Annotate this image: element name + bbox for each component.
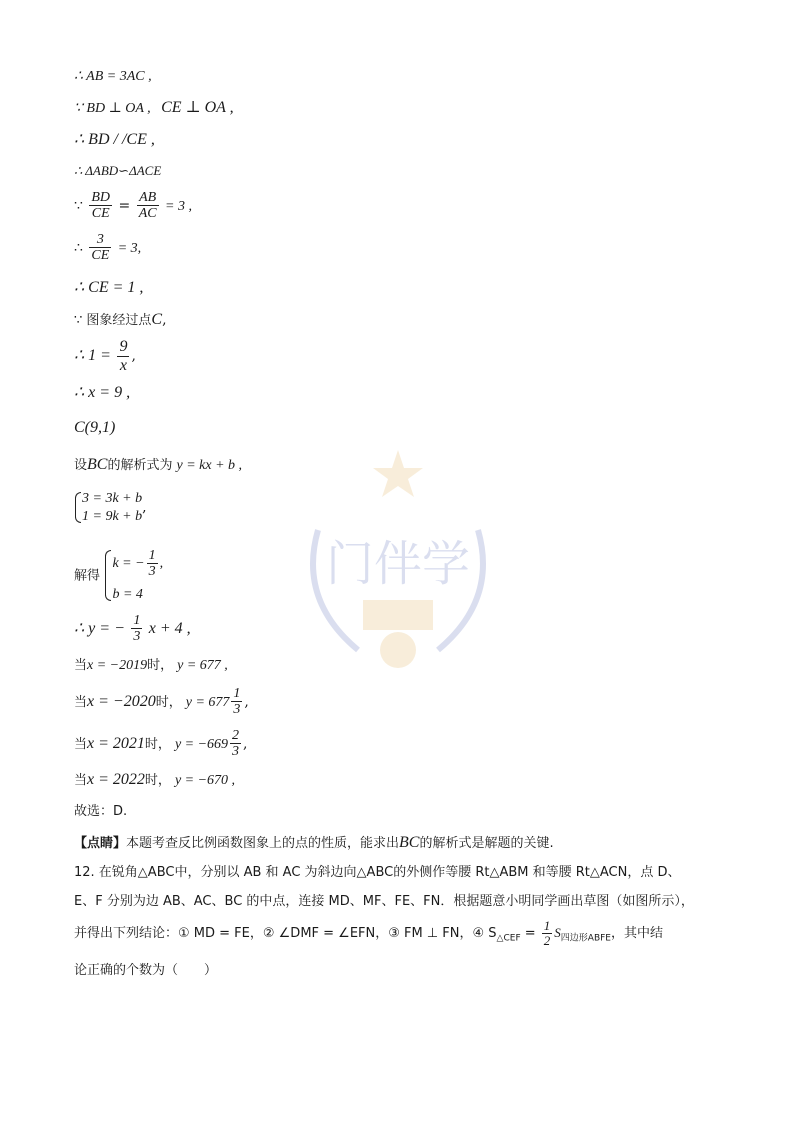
y-value: y = 677 ,	[177, 658, 228, 673]
line-x-2022	[74, 772, 235, 788]
line-ratio: ∵ $\frac{BD}{CE}$ = $\frac{AB}{AC}$ = 3 ,	[74, 190, 192, 222]
system-row-2: 1 = 9k + b	[82, 508, 143, 524]
because-symbol: ∵	[74, 197, 83, 214]
numerator: 1	[543, 917, 551, 933]
comma: ,	[142, 499, 147, 516]
text-time: 时，	[155, 694, 182, 710]
question-line-1: 12. 在锐角△ABC中，分别以 AB 和 AC 为斜边向△ABC的外侧作等腰 Rt△ABM 和等腰 Rt△ACN，点 D、	[74, 865, 681, 880]
x-value: x = −2019	[87, 658, 148, 673]
denominator: CE	[91, 206, 110, 222]
question-line-3	[74, 916, 734, 956]
area-symbol: S	[554, 925, 561, 940]
fraction-1-3	[231, 686, 242, 718]
line-perpendiculars	[74, 100, 234, 116]
denominator: x	[119, 356, 127, 374]
bd-perp-oa: ∵ BD ⊥ OA ,	[74, 101, 151, 116]
y-value: y = −670 ,	[174, 773, 236, 788]
line-x-minus-2019	[74, 658, 228, 673]
system-row-1: 3 = 3k + b	[82, 491, 143, 506]
numerator: AB	[137, 190, 159, 206]
therefore-symbol: ∴	[74, 239, 83, 256]
fraction-3-ce	[89, 232, 111, 264]
area-subscript: 四边形ABFE	[560, 933, 611, 944]
comma: ,	[131, 348, 136, 365]
solution-row-b: b = 4	[112, 586, 143, 602]
expression-lhs: ∴ y = −	[74, 619, 125, 637]
line-3-over-ce	[74, 232, 141, 264]
line-solution	[74, 548, 163, 603]
equation-system	[74, 490, 142, 525]
equals: =	[520, 926, 540, 941]
svg-text:门伴学: 门伴学	[325, 536, 471, 592]
fraction-2-3	[230, 728, 241, 760]
denominator: CE	[91, 248, 110, 264]
text-time: 时，	[144, 773, 171, 788]
text-when: 当	[74, 736, 88, 752]
equation-lhs: ∴ 1 =	[74, 347, 111, 365]
line-x-minus-2020	[74, 686, 249, 718]
text-time: 时，	[144, 736, 171, 752]
watermark-laurel-icon	[278, 440, 518, 680]
fraction-ab-ac	[137, 190, 159, 222]
fraction-bd-ce	[89, 190, 112, 222]
question-line-4: 论正确的个数为（ ）	[74, 962, 218, 978]
comma: ,	[159, 556, 164, 572]
question-line-2: E、F 分别为边 AB、AC、BC 的中点，连接 MD、MF、FE、FN．根据题意小明同学画出草图（如图所示），	[74, 894, 694, 909]
equation-rhs: = 3,	[117, 240, 142, 256]
x-value: x = 2021	[87, 734, 145, 752]
denominator: 3	[133, 629, 141, 645]
line-final-expression	[74, 613, 191, 645]
text-time: 时，	[147, 658, 174, 673]
k-lhs: k = −	[112, 556, 145, 572]
numerator: 3	[89, 232, 111, 248]
denominator: 3	[148, 564, 156, 580]
expression-rhs: x + 4 ,	[148, 619, 191, 637]
denominator: AC	[138, 206, 157, 222]
comment-text-end: 的解析式是解题的关键.	[419, 836, 554, 851]
numerator: 1	[133, 613, 141, 628]
line-ce-1: ∴ CE = 1 ,	[74, 279, 144, 296]
solution-system	[104, 548, 163, 603]
comma: ,	[243, 735, 248, 752]
area-subscript: △CEF	[496, 933, 521, 944]
line-answer: 故选：D.	[74, 804, 128, 819]
y-value: y = −669	[174, 736, 229, 752]
text-passes-point: ∵ 图象经过点	[74, 313, 152, 328]
line-comment	[74, 835, 554, 851]
denominator: 2	[543, 933, 551, 948]
question-12	[74, 858, 734, 985]
y-value: y = 677	[185, 694, 230, 710]
comment-bracket-label: 【点睛】	[74, 836, 127, 851]
line-1-eq-9-over-x	[74, 338, 136, 374]
line-x-9: ∴ x = 9 ,	[74, 384, 131, 401]
numerator: 1	[233, 686, 241, 701]
denominator: 3	[232, 744, 240, 760]
line-passes-c	[74, 312, 167, 328]
solution-row-k	[112, 548, 163, 580]
numerator: BD	[91, 190, 111, 205]
line-bd-parallel-ce: ∴ BD / /CE ,	[74, 131, 155, 148]
equation-linear: y = kx + b ,	[176, 458, 243, 473]
var-bc: BC	[87, 456, 108, 473]
text-when: 当	[74, 658, 88, 673]
line-system-1	[74, 490, 147, 525]
text-solve: 解得	[74, 568, 101, 584]
var-c: C	[151, 311, 163, 328]
fraction-1-2	[542, 919, 553, 949]
x-value: x = −2020	[87, 692, 156, 710]
comma: ,	[244, 693, 249, 710]
watermark	[278, 440, 518, 680]
numerator: 2	[232, 728, 240, 743]
comment-text: 本题考查反比例函数图象上的点的性质，能求出	[126, 836, 400, 851]
fraction-1-3	[147, 548, 158, 580]
numerator: 1	[148, 548, 156, 563]
denominator: 3	[233, 702, 241, 718]
fraction-1-3	[131, 613, 142, 645]
text-expression-is: 的解析式为	[107, 458, 173, 473]
numerator: 9	[119, 338, 128, 355]
line-similar-triangles: ∴ ΔABD∽ΔACE	[74, 163, 162, 178]
x-value: x = 2022	[87, 771, 145, 788]
conclusions-end: ，其中结	[611, 926, 664, 941]
comma: ,	[162, 312, 167, 328]
text-when: 当	[74, 773, 88, 788]
line-ab-3ac: ∴ AB = 3AC ,	[74, 69, 152, 84]
ce-perp-oa: CE ⊥ OA ,	[161, 99, 234, 116]
conclusions-text: 并得出下列结论：① MD = FE，② ∠DMF = ∠EFN，③ FM ⊥ FN，④ S	[74, 926, 497, 941]
line-x-2021	[74, 728, 248, 760]
ratio-value: = 3 ,	[165, 198, 192, 214]
line-bc-expression	[74, 457, 242, 473]
text-when: 当	[74, 694, 88, 710]
line-point-c: C(9,1)	[74, 419, 116, 436]
text-let: 设	[74, 458, 88, 473]
var-bc: BC	[399, 834, 420, 851]
fraction-9-x	[117, 338, 129, 374]
